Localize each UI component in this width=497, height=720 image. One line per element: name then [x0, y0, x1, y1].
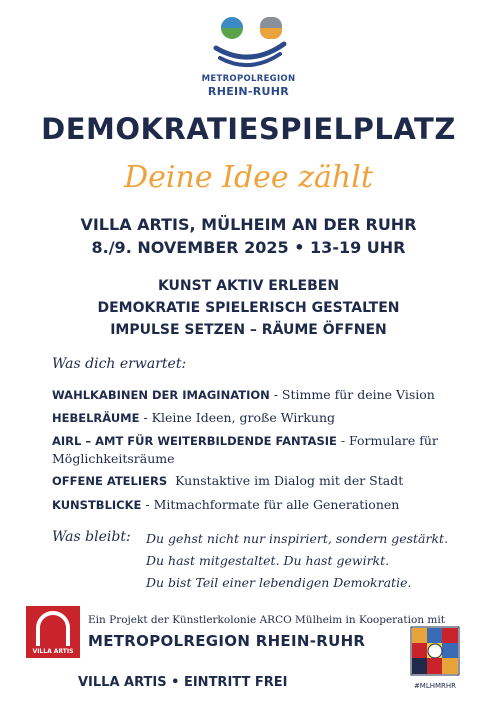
- remains-line: Du bist Teil einer lebendigen Demokratie.: [146, 575, 412, 590]
- claim-line: KUNST AKTIV ERLEBEN: [157, 278, 340, 294]
- remains-label: Was bleibt:: [52, 529, 131, 545]
- remains-line: Du hast mitgestaltet. Du hast gewirkt.: [146, 553, 390, 568]
- metropolregion-logo-icon: [210, 14, 290, 72]
- venue-line: VILLA ARTIS, MÜLHEIM AN DER RUHR: [80, 215, 417, 234]
- hashtag-label: #MLHMRHR: [413, 682, 457, 690]
- page-subtitle: Deine Idee zählt: [124, 160, 373, 195]
- program-item-title: KUNSTBLICKE: [52, 498, 142, 512]
- program-item-separator: -: [141, 497, 154, 512]
- program-item-separator: -: [269, 387, 282, 402]
- program-item: [52, 409, 472, 427]
- program-item-title: HEBELRÄUME: [52, 411, 140, 425]
- remains-line: Du gehst nicht nur inspiriert, sondern gestärkt.: [146, 531, 449, 546]
- program-item-title: OFFENE ATELIERS: [52, 474, 168, 488]
- claim-line: DEMOKRATIE SPIELERISCH GESTALTEN: [97, 300, 400, 316]
- claim-line: IMPULSE SETZEN – RÄUME ÖFFNEN: [110, 322, 387, 338]
- program-item-title: WAHLKABINEN DER IMAGINATION: [52, 388, 270, 402]
- logo-text-line1: METROPOLREGION: [201, 74, 296, 84]
- villa-artis-logo: [26, 606, 80, 658]
- program-item-desc: Mitmachformate für alle Generationen: [153, 497, 400, 512]
- program-item-title: AIRL – AMT FÜR WEITERBILDENDE FANTASIE: [52, 434, 337, 448]
- footer-line: VILLA ARTIS • EINTRITT FREI: [78, 675, 288, 690]
- logo-text-line2: RHEIN-RUHR: [207, 85, 290, 98]
- program-item: [52, 432, 472, 467]
- partner-line: Ein Projekt der Künstlerkolonie ARCO Mülheim in Kooperation mit: [88, 614, 445, 626]
- program-item-desc: Kunstaktive im Dialog mit der Stadt: [175, 473, 404, 488]
- city-crest-icon: [410, 626, 460, 676]
- villa-logo-label: VILLA ARTIS: [32, 648, 74, 655]
- program-item: [52, 386, 472, 404]
- program-item-separator: -: [139, 410, 152, 425]
- program-item: [52, 472, 472, 490]
- partner-name: METROPOLREGION RHEIN-RUHR: [88, 632, 366, 650]
- program-item-desc: Kleine Ideen, große Wirkung: [151, 410, 336, 425]
- date-time-line: 8./9. NOVEMBER 2025 • 13-19 UHR: [91, 238, 406, 257]
- program-item-separator: -: [336, 433, 350, 448]
- program-item-desc: Stimme für deine Vision: [281, 387, 435, 402]
- arch-icon: [26, 606, 80, 650]
- program-item: [52, 496, 472, 514]
- program-item-desc: Formulare für Möglichkeitsräume: [52, 433, 438, 466]
- program-item-separator: [167, 473, 175, 488]
- expect-heading: Was dich erwartet:: [52, 356, 187, 372]
- page-title: DEMOKRATIESPIELPLATZ: [41, 112, 456, 146]
